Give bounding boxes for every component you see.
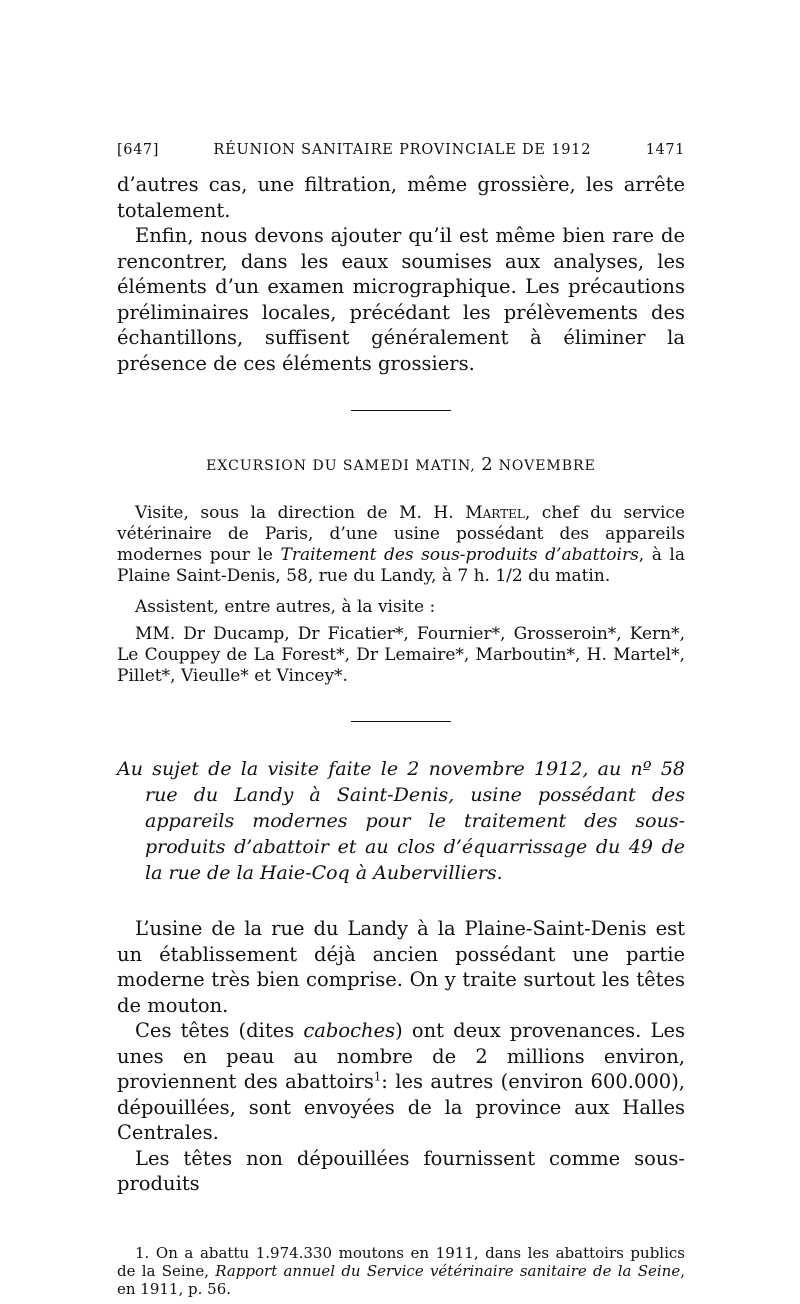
visit-director-name: Martel	[465, 503, 525, 523]
footnote-source: Rapport annuel du Service vétérinaire sanitaire de la Seine	[215, 1261, 681, 1280]
body-paragraph-2	[117, 1018, 685, 1146]
page-number: 1471	[645, 142, 685, 158]
footnote	[117, 1244, 685, 1298]
body-paragraph-1: L’usine de la rue du Landy à la Plaine-Saint-Denis est un établissement déjà ancien possédant une partie moderne très bien comprise. On y traite surtout les têtes de mouton.	[117, 917, 685, 1017]
section-title	[117, 454, 685, 475]
body-paragraph-3: Les têtes non dépouillées fournissent comme sous-produits	[117, 1146, 685, 1195]
body-p2-text-c: : les autres (environ 600.000), dépouillées, sont envoyées de la province aux Halles Centrales.	[117, 1070, 686, 1144]
section-divider	[351, 410, 451, 411]
section-title-text: EXCURSION DU SAMEDI MATIN,	[206, 458, 476, 474]
page-reference: [647]	[117, 142, 159, 158]
running-title: RÉUNION SANITAIRE PROVINCIALE DE 1912	[213, 142, 592, 158]
visit-text-2: , chef du service vétérinaire de Paris, d’une usine possédant des appareils modernes pour le	[117, 503, 685, 565]
section-title-day: 2	[481, 454, 494, 475]
intro-paragraph-1: d’autres cas, une filtration, même grossière, les arrête totalement.	[117, 173, 685, 222]
footnote-number: 1.	[135, 1243, 150, 1262]
attendance-intro: Assistent, entre autres, à la visite :	[135, 597, 436, 617]
body-p2-text-b: ) ont deux provenances. Les unes en peau au nombre de 2 millions environ, proviennent des abattoirs	[117, 1019, 685, 1093]
footnote-text-a: On a abattu 1.974.330 moutons en 1911, dans les abattoirs publics de la Seine,	[117, 1243, 685, 1280]
excursion-section	[117, 503, 685, 687]
report-subtitle: Au sujet de la visite faite le 2 novembre 1912, au nº 58 rue du Landy à Saint-Denis, usine possédant des appareils modernes pour le traitement des sous-produits d’abattoir et au clos d’équarrissage du 49 de la rue de la Haie-Coq à Aubervilliers.	[117, 758, 685, 884]
intro-paragraph-2: Enfin, nous devons ajouter qu’il est même bien rare de rencontrer, dans les eaux soumises aux analyses, les éléments d’un examen micrographique. Les précautions préliminaires locales, précédant les prélèvements des échantillons, suffisent généralement à éliminer la présence de ces éléments grossiers.	[117, 224, 685, 375]
body-p2-text-a: Ces têtes (dites	[135, 1019, 295, 1042]
running-header	[117, 142, 685, 158]
footnote-text-b: , en 1911, p. 56.	[117, 1261, 685, 1298]
section-divider-2	[351, 721, 451, 722]
visit-subject: Traitement des sous-produits d’abattoirs	[280, 545, 639, 565]
attendee-list: MM. Dr Ducamp, Dr Ficatier*, Fournier*, Grosseroin*, Kern*, Le Couppey de La Forest*, Dr Lemaire*, Marboutin*, H. Martel*, Pillet*, Vieulle* et Vincey*.	[117, 624, 685, 686]
report-body	[117, 916, 685, 1197]
footnote-marker: 1	[373, 1069, 382, 1084]
body-p2-italic: caboches	[303, 1019, 396, 1042]
visit-text-1: Visite, sous la direction de M. H.	[135, 503, 454, 523]
visit-text-3: , à la Plaine Saint-Denis, 58, rue du Landy, à 7 h. 1/2 du matin.	[117, 545, 686, 586]
visit-paragraph	[117, 503, 685, 587]
document-page	[117, 142, 685, 1298]
section-title-month: NOVEMBRE	[498, 458, 596, 474]
